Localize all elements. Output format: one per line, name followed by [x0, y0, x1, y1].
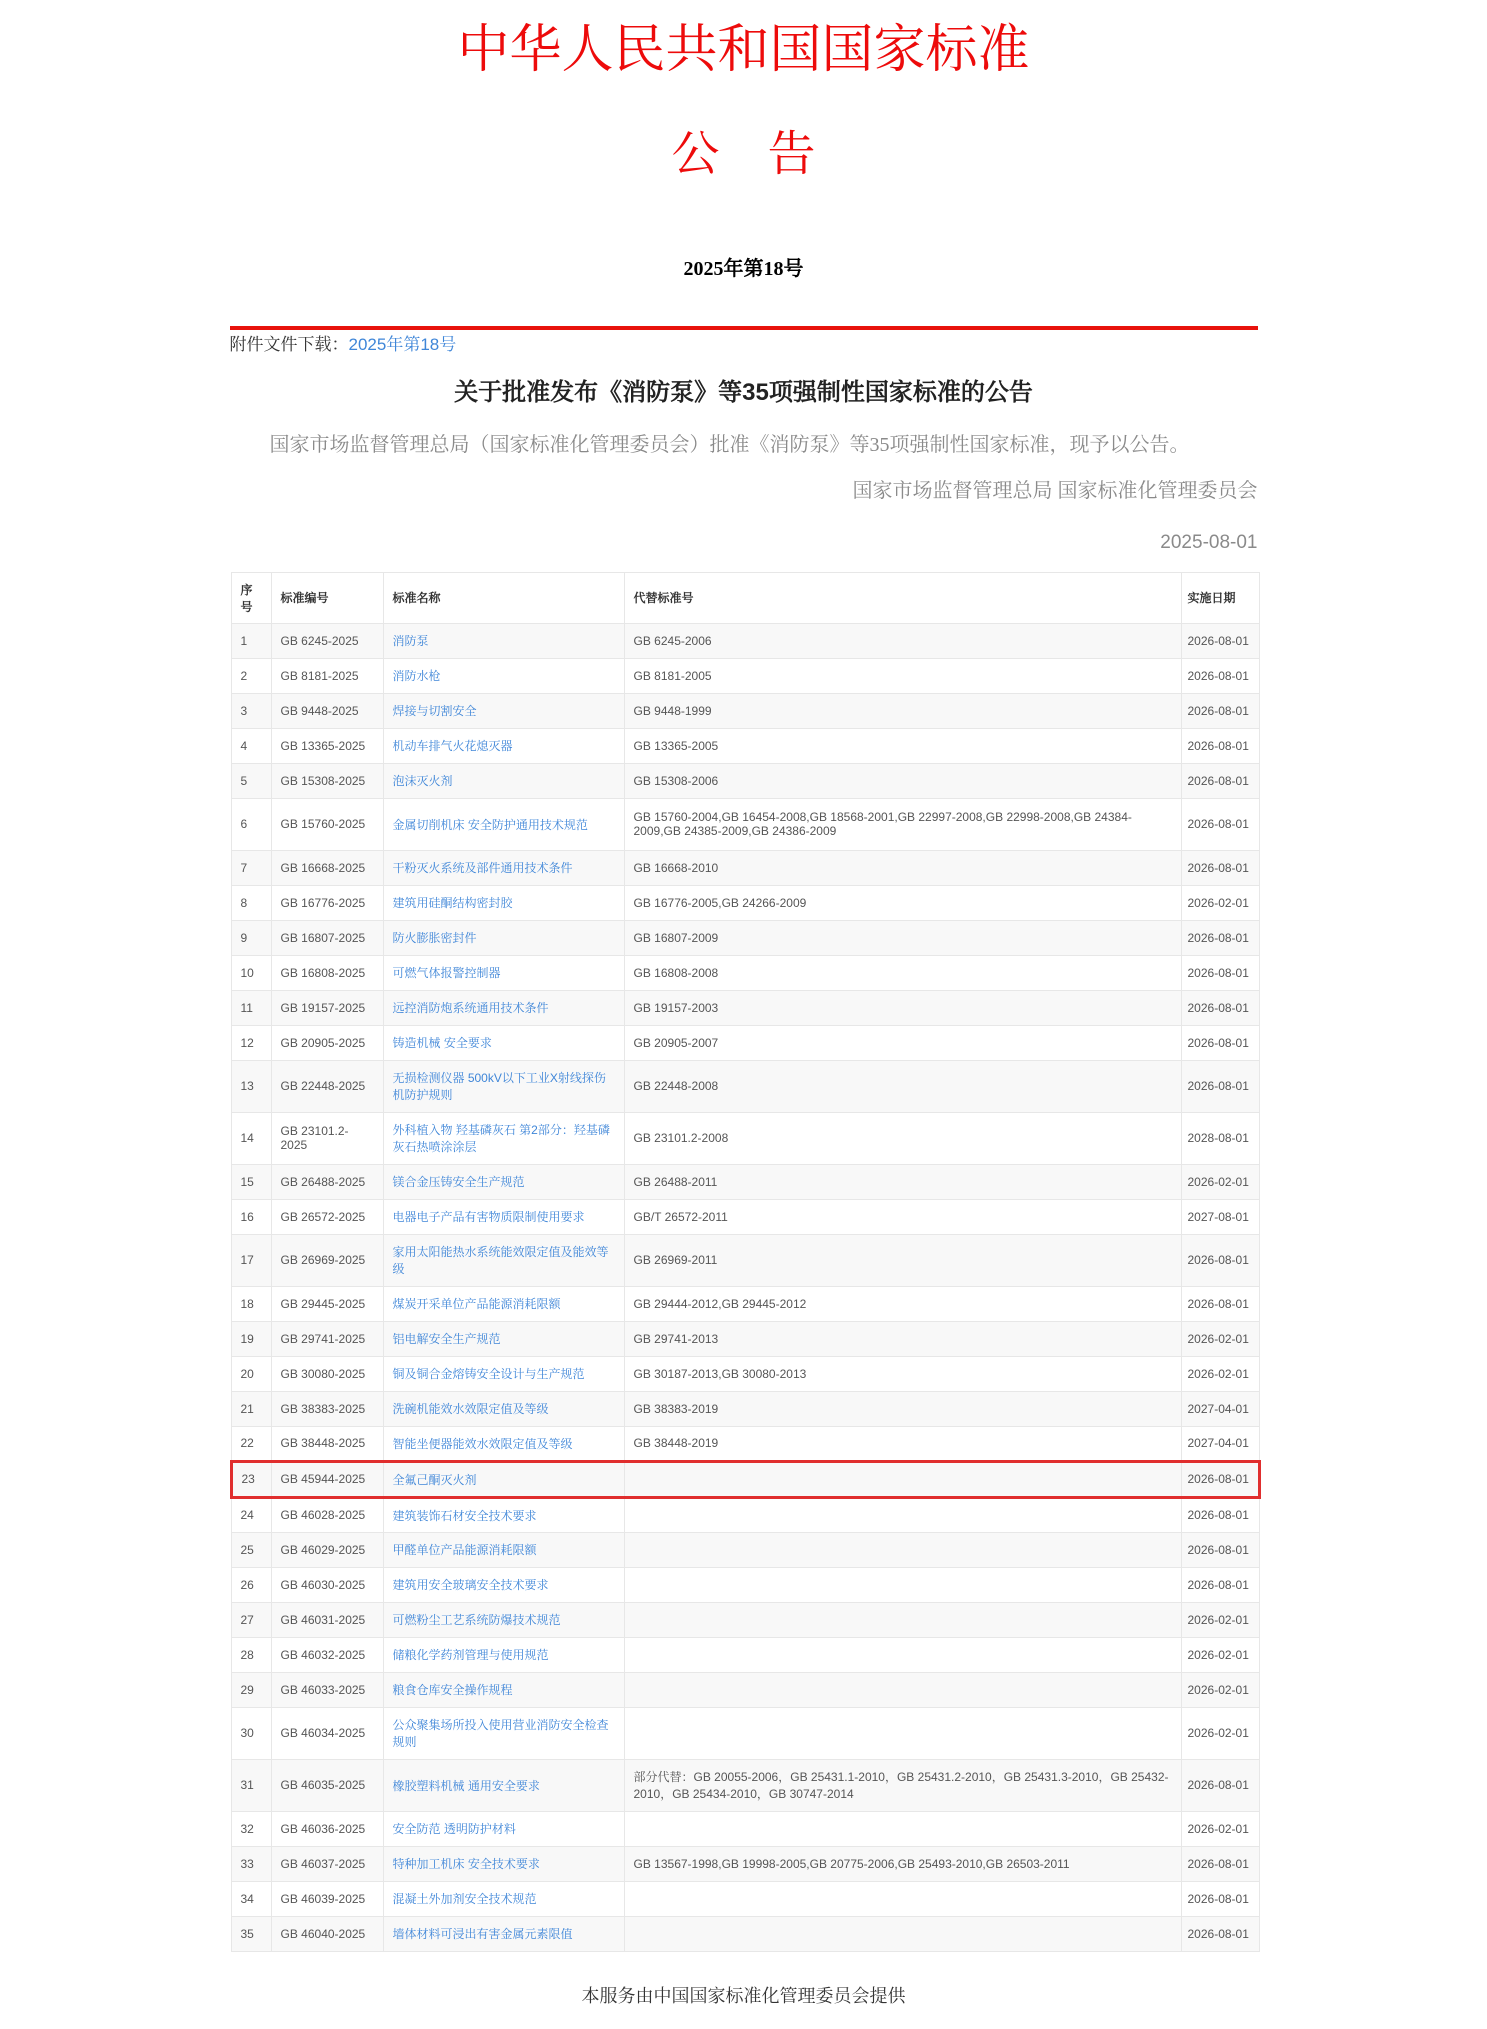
cell-date: 2026-08-01	[1181, 1846, 1259, 1881]
cell-no: 19	[231, 1321, 271, 1356]
cell-date: 2027-08-01	[1181, 1199, 1259, 1234]
cell-no: 27	[231, 1602, 271, 1637]
cell-date: 2026-08-01	[1181, 990, 1259, 1025]
cell-no: 3	[231, 693, 271, 728]
cell-replaces: GB 30187-2013,GB 30080-2013	[624, 1356, 1181, 1391]
table-row	[231, 1060, 1259, 1112]
cell-code: GB 22448-2025	[271, 1060, 383, 1112]
cell-code: GB 15308-2025	[271, 763, 383, 798]
cell-name	[383, 1234, 624, 1286]
cell-name	[383, 1112, 624, 1164]
cell-replaces: GB 38448-2019	[624, 1426, 1181, 1461]
cell-name	[383, 728, 624, 763]
cell-date: 2026-08-01	[1181, 1025, 1259, 1060]
standard-name-link[interactable]: 全氟己酮灭火剂	[392, 1472, 477, 1487]
standard-name-link[interactable]: 储粮化学药剂管理与使用规范	[392, 1648, 549, 1663]
cell-replaces	[624, 1916, 1181, 1951]
table-row	[231, 693, 1259, 728]
header-implementation-date: 实施日期	[1181, 572, 1259, 623]
cell-replaces: GB 6245-2006	[624, 623, 1181, 658]
cell-name	[383, 955, 624, 990]
cell-no: 4	[231, 728, 271, 763]
standard-name-link[interactable]: 家用太阳能热水系统能效限定值及能效等级	[392, 1245, 609, 1277]
table-row	[231, 1199, 1259, 1234]
table-row	[231, 623, 1259, 658]
standard-name-link[interactable]: 安全防范 透明防护材料	[392, 1822, 516, 1837]
cell-replaces: GB 26969-2011	[624, 1234, 1181, 1286]
cell-name	[383, 1602, 624, 1637]
table-row	[231, 1321, 1259, 1356]
cell-no: 25	[231, 1532, 271, 1567]
attachment-label: 附件文件下载：	[229, 335, 349, 354]
cell-name	[383, 850, 624, 885]
cell-replaces: GB/T 26572-2011	[624, 1199, 1181, 1234]
red-divider-line	[230, 326, 1258, 330]
cell-code: GB 46037-2025	[271, 1846, 383, 1881]
cell-name	[383, 1356, 624, 1391]
cell-code: GB 29445-2025	[271, 1286, 383, 1321]
cell-date: 2026-08-01	[1181, 1881, 1259, 1916]
attachment-download-bar	[230, 335, 1258, 355]
cell-replaces: GB 20905-2007	[624, 1025, 1181, 1060]
cell-date: 2026-08-01	[1181, 693, 1259, 728]
cell-code: GB 8181-2025	[271, 658, 383, 693]
cell-code: GB 46028-2025	[271, 1497, 383, 1532]
table-row	[231, 1112, 1259, 1164]
cell-no: 1	[231, 623, 271, 658]
table-row	[231, 1426, 1259, 1461]
cell-code: GB 26488-2025	[271, 1164, 383, 1199]
cell-date: 2026-02-01	[1181, 1707, 1259, 1759]
cell-no: 5	[231, 763, 271, 798]
standards-table	[230, 572, 1261, 1952]
cell-code: GB 16808-2025	[271, 955, 383, 990]
standard-name-link[interactable]: 泡沫灭火剂	[392, 774, 453, 789]
cell-code: GB 46035-2025	[271, 1759, 383, 1811]
cell-replaces	[624, 1497, 1181, 1532]
table-row	[231, 1759, 1259, 1811]
cell-no: 10	[231, 955, 271, 990]
cell-no: 13	[231, 1060, 271, 1112]
cell-code: GB 29741-2025	[271, 1321, 383, 1356]
table-row	[231, 1881, 1259, 1916]
table-row	[231, 1532, 1259, 1567]
cell-no: 14	[231, 1112, 271, 1164]
cell-no: 30	[231, 1707, 271, 1759]
cell-replaces: GB 13365-2005	[624, 728, 1181, 763]
table-row-highlighted	[231, 1461, 1259, 1497]
cell-code: GB 26969-2025	[271, 1234, 383, 1286]
standard-name-link[interactable]: 铸造机械 安全要求	[392, 1036, 492, 1051]
cell-date: 2026-08-01	[1181, 1461, 1259, 1497]
table-row	[231, 1391, 1259, 1426]
standard-name-link[interactable]: 建筑用安全玻璃安全技术要求	[392, 1578, 549, 1593]
cell-name	[383, 1811, 624, 1846]
cell-name	[383, 1881, 624, 1916]
cell-no: 18	[231, 1286, 271, 1321]
cell-date: 2027-04-01	[1181, 1426, 1259, 1461]
standard-name-link[interactable]: 混凝土外加剂安全技术规范	[392, 1892, 537, 1907]
cell-no: 15	[231, 1164, 271, 1199]
cell-no: 2	[231, 658, 271, 693]
standard-name-link[interactable]: 墙体材料可浸出有害金属元素限值	[392, 1927, 573, 1942]
cell-date: 2026-08-01	[1181, 1497, 1259, 1532]
cell-code: GB 46030-2025	[271, 1567, 383, 1602]
cell-no: 28	[231, 1637, 271, 1672]
cell-name	[383, 990, 624, 1025]
cell-name	[383, 1164, 624, 1199]
cell-date: 2026-02-01	[1181, 1321, 1259, 1356]
cell-name	[383, 1426, 624, 1461]
cell-replaces: GB 16808-2008	[624, 955, 1181, 990]
cell-name	[383, 1025, 624, 1060]
standard-name-link[interactable]: 焊接与切割安全	[392, 704, 477, 719]
cell-no: 8	[231, 885, 271, 920]
cell-replaces	[624, 1532, 1181, 1567]
table-row	[231, 1637, 1259, 1672]
cell-code: GB 46031-2025	[271, 1602, 383, 1637]
standard-name-link[interactable]: 可燃粉尘工艺系统防爆技术规范	[392, 1613, 561, 1628]
table-row	[231, 763, 1259, 798]
table-row	[231, 1234, 1259, 1286]
cell-replaces: GB 16807-2009	[624, 920, 1181, 955]
table-header-row	[231, 572, 1259, 623]
cell-replaces: GB 29741-2013	[624, 1321, 1181, 1356]
cell-replaces: GB 15308-2006	[624, 763, 1181, 798]
cell-no: 31	[231, 1759, 271, 1811]
cell-date: 2027-04-01	[1181, 1391, 1259, 1426]
cell-replaces: GB 29444-2012,GB 29445-2012	[624, 1286, 1181, 1321]
table-row	[231, 1567, 1259, 1602]
cell-no: 24	[231, 1497, 271, 1532]
cell-replaces: GB 22448-2008	[624, 1060, 1181, 1112]
table-row	[231, 1602, 1259, 1637]
cell-replaces	[624, 1637, 1181, 1672]
cell-replaces: GB 16776-2005,GB 24266-2009	[624, 885, 1181, 920]
cell-date: 2026-08-01	[1181, 1532, 1259, 1567]
table-row	[231, 885, 1259, 920]
standard-name-link[interactable]: 铜及铜合金熔铸安全设计与生产规范	[392, 1367, 585, 1382]
cell-replaces	[624, 1602, 1181, 1637]
cell-code: GB 46034-2025	[271, 1707, 383, 1759]
cell-code: GB 6245-2025	[271, 623, 383, 658]
cell-name	[383, 623, 624, 658]
standard-name-link[interactable]: 铝电解安全生产规范	[392, 1332, 501, 1347]
cell-name	[383, 1846, 624, 1881]
standard-name-link[interactable]: 防火膨胀密封件	[392, 931, 477, 946]
cell-replaces: GB 38383-2019	[624, 1391, 1181, 1426]
cell-code: GB 20905-2025	[271, 1025, 383, 1060]
cell-replaces: GB 16668-2010	[624, 850, 1181, 885]
cell-replaces: GB 19157-2003	[624, 990, 1181, 1025]
cell-code: GB 46032-2025	[271, 1637, 383, 1672]
cell-name	[383, 1461, 624, 1497]
cell-code: GB 46029-2025	[271, 1532, 383, 1567]
cell-name	[383, 1532, 624, 1567]
cell-no: 33	[231, 1846, 271, 1881]
header-standard-code: 标准编号	[271, 572, 383, 623]
table-row	[231, 798, 1259, 850]
cell-name	[383, 1199, 624, 1234]
cell-replaces	[624, 1881, 1181, 1916]
cell-name	[383, 1916, 624, 1951]
table-row	[231, 1356, 1259, 1391]
cell-name	[383, 693, 624, 728]
attachment-link[interactable]: 2025年第18号	[348, 335, 457, 354]
standard-name-link[interactable]: 甲醛单位产品能源消耗限额	[392, 1543, 537, 1558]
cell-no: 22	[231, 1426, 271, 1461]
cell-date: 2026-02-01	[1181, 1164, 1259, 1199]
cell-name	[383, 1567, 624, 1602]
cell-name	[383, 658, 624, 693]
cell-code: GB 38448-2025	[271, 1426, 383, 1461]
table-row	[231, 990, 1259, 1025]
cell-code: GB 16776-2025	[271, 885, 383, 920]
cell-name	[383, 1707, 624, 1759]
cell-code: GB 16807-2025	[271, 920, 383, 955]
cell-date: 2026-08-01	[1181, 1567, 1259, 1602]
cell-replaces	[624, 1461, 1181, 1497]
cell-code: GB 26572-2025	[271, 1199, 383, 1234]
cell-date: 2026-08-01	[1181, 920, 1259, 955]
cell-date: 2026-08-01	[1181, 1060, 1259, 1112]
cell-date: 2026-08-01	[1181, 658, 1259, 693]
cell-date: 2026-08-01	[1181, 1759, 1259, 1811]
cell-name	[383, 1759, 624, 1811]
cell-no: 29	[231, 1672, 271, 1707]
standard-name-link[interactable]: 远控消防炮系统通用技术条件	[392, 1001, 549, 1016]
table-row	[231, 1286, 1259, 1321]
cell-date: 2026-08-01	[1181, 850, 1259, 885]
table-row	[231, 1672, 1259, 1707]
table-row	[231, 728, 1259, 763]
page-subtitle: 公 告	[671, 128, 816, 181]
standard-name-link[interactable]: 外科植入物 羟基磷灰石 第2部分：羟基磷灰石热喷涂涂层	[392, 1123, 610, 1155]
standard-name-link[interactable]: 橡胶塑料机械 通用安全要求	[392, 1778, 540, 1793]
cell-date: 2026-02-01	[1181, 885, 1259, 920]
cell-no: 35	[231, 1916, 271, 1951]
standard-name-link[interactable]: 特种加工机床 安全技术要求	[392, 1857, 540, 1872]
cell-name	[383, 885, 624, 920]
cell-code: GB 46033-2025	[271, 1672, 383, 1707]
standard-name-link[interactable]: 无损检测仪器 500kV以下工业X射线探伤机防护规则	[392, 1071, 606, 1103]
cell-code: GB 38383-2025	[271, 1391, 383, 1426]
cell-code: GB 46040-2025	[271, 1916, 383, 1951]
cell-no: 34	[231, 1881, 271, 1916]
cell-code: GB 46036-2025	[271, 1811, 383, 1846]
cell-replaces: GB 8181-2005	[624, 658, 1181, 693]
cell-date: 2026-08-01	[1181, 728, 1259, 763]
table-row	[231, 920, 1259, 955]
table-row	[231, 1811, 1259, 1846]
cell-date: 2026-02-01	[1181, 1602, 1259, 1637]
cell-no: 6	[231, 798, 271, 850]
cell-code: GB 23101.2-2025	[271, 1112, 383, 1164]
table-row	[231, 955, 1259, 990]
cell-no: 32	[231, 1811, 271, 1846]
page-title: 中华人民共和国国家标准	[457, 22, 1030, 79]
cell-no: 9	[231, 920, 271, 955]
table-row	[231, 1916, 1259, 1951]
cell-date: 2026-08-01	[1181, 623, 1259, 658]
cell-no: 7	[231, 850, 271, 885]
cell-code: GB 30080-2025	[271, 1356, 383, 1391]
cell-code: GB 19157-2025	[271, 990, 383, 1025]
standard-name-link[interactable]: 智能坐便器能效水效限定值及等级	[392, 1436, 573, 1451]
cell-replaces: GB 13567-1998,GB 19998-2005,GB 20775-2006,GB 25493-2010,GB 26503-2011	[624, 1846, 1181, 1881]
standard-name-link[interactable]: 镁合金压铸安全生产规范	[392, 1175, 525, 1190]
standard-name-link[interactable]: 建筑用硅酮结构密封胶	[392, 896, 513, 911]
cell-date: 2026-08-01	[1181, 1234, 1259, 1286]
cell-no: 16	[231, 1199, 271, 1234]
standard-name-link[interactable]: 电器电子产品有害物质限制使用要求	[392, 1210, 585, 1225]
standard-name-link[interactable]: 干粉灭火系统及部件通用技术条件	[392, 861, 573, 876]
cell-replaces	[624, 1707, 1181, 1759]
announcement-paragraph: 国家市场监督管理总局（国家标准化管理委员会）批准《消防泵》等35项强制性国家标准，现予以公告。	[269, 433, 1190, 456]
standard-name-link[interactable]: 机动车排气火花熄灭器	[392, 739, 513, 754]
cell-name	[383, 1391, 624, 1426]
header-standard-name: 标准名称	[383, 572, 624, 623]
standard-name-link[interactable]: 消防水枪	[392, 669, 441, 684]
cell-replaces: GB 26488-2011	[624, 1164, 1181, 1199]
cell-no: 11	[231, 990, 271, 1025]
standard-name-link[interactable]: 可燃气体报警控制器	[392, 966, 501, 981]
announcement-page	[230, 0, 1258, 2029]
cell-no: 20	[231, 1356, 271, 1391]
standard-name-link[interactable]: 煤炭开采单位产品能源消耗限额	[392, 1297, 561, 1312]
cell-replaces: 部分代替：GB 20055-2006，GB 25431.1-2010，GB 25431.2-2010，GB 25431.3-2010，GB 25432-2010，GB 25434-2010，GB 30747-2014	[624, 1759, 1181, 1811]
cell-date: 2026-08-01	[1181, 798, 1259, 850]
standard-name-link[interactable]: 建筑装饰石材安全技术要求	[392, 1508, 537, 1523]
standard-name-link[interactable]: 洗碗机能效水效限定值及等级	[392, 1402, 549, 1417]
cell-date: 2028-08-01	[1181, 1112, 1259, 1164]
table-row	[231, 1025, 1259, 1060]
standard-name-link[interactable]: 粮食仓库安全操作规程	[392, 1683, 513, 1698]
cell-code: GB 9448-2025	[271, 693, 383, 728]
cell-no: 26	[231, 1567, 271, 1602]
cell-date: 2026-02-01	[1181, 1637, 1259, 1672]
issue-number: 2025年第18号	[683, 258, 804, 280]
cell-replaces: GB 23101.2-2008	[624, 1112, 1181, 1164]
standard-name-link[interactable]: 消防泵	[392, 634, 429, 649]
header-seq-no: 序号	[231, 572, 271, 623]
table-row	[231, 1164, 1259, 1199]
header-replaced-codes: 代替标准号	[624, 572, 1181, 623]
cell-code: GB 16668-2025	[271, 850, 383, 885]
cell-name	[383, 1286, 624, 1321]
standard-name-link[interactable]: 金属切削机床 安全防护通用技术规范	[392, 817, 588, 832]
cell-date: 2026-02-01	[1181, 1672, 1259, 1707]
announcement-heading: 关于批准发布《消防泵》等35项强制性国家标准的公告	[454, 379, 1033, 407]
cell-replaces	[624, 1672, 1181, 1707]
cell-date: 2026-08-01	[1181, 763, 1259, 798]
table-row	[231, 850, 1259, 885]
standard-name-link[interactable]: 公众聚集场所投入使用营业消防安全检查规则	[392, 1718, 609, 1750]
table-row	[231, 1497, 1259, 1532]
cell-replaces: GB 9448-1999	[624, 693, 1181, 728]
cell-name	[383, 1637, 624, 1672]
table-row	[231, 658, 1259, 693]
cell-code: GB 13365-2025	[271, 728, 383, 763]
cell-code: GB 45944-2025	[271, 1461, 383, 1497]
cell-date: 2026-02-01	[1181, 1356, 1259, 1391]
cell-replaces	[624, 1811, 1181, 1846]
cell-code: GB 15760-2025	[271, 798, 383, 850]
announcement-date: 2025-08-01	[1160, 531, 1258, 553]
cell-name	[383, 798, 624, 850]
cell-date: 2026-02-01	[1181, 1811, 1259, 1846]
cell-date: 2026-08-01	[1181, 955, 1259, 990]
footer-note: 本服务由中国国家标准化管理委员会提供	[581, 1985, 906, 2006]
cell-date: 2026-08-01	[1181, 1286, 1259, 1321]
cell-no: 23	[231, 1461, 271, 1497]
cell-name	[383, 1672, 624, 1707]
issuing-authorities: 国家市场监督管理总局 国家标准化管理委员会	[852, 479, 1258, 502]
cell-no: 12	[231, 1025, 271, 1060]
table-row	[231, 1707, 1259, 1759]
cell-name	[383, 920, 624, 955]
cell-replaces	[624, 1567, 1181, 1602]
cell-no: 17	[231, 1234, 271, 1286]
cell-no: 21	[231, 1391, 271, 1426]
cell-replaces: GB 15760-2004,GB 16454-2008,GB 18568-2001,GB 22997-2008,GB 22998-2008,GB 24384-2009,GB 24385-2009,GB 24386-2009	[624, 798, 1181, 850]
cell-name	[383, 1321, 624, 1356]
table-row	[231, 1846, 1259, 1881]
cell-name	[383, 1060, 624, 1112]
cell-name	[383, 763, 624, 798]
cell-date: 2026-08-01	[1181, 1916, 1259, 1951]
cell-code: GB 46039-2025	[271, 1881, 383, 1916]
cell-name	[383, 1497, 624, 1532]
